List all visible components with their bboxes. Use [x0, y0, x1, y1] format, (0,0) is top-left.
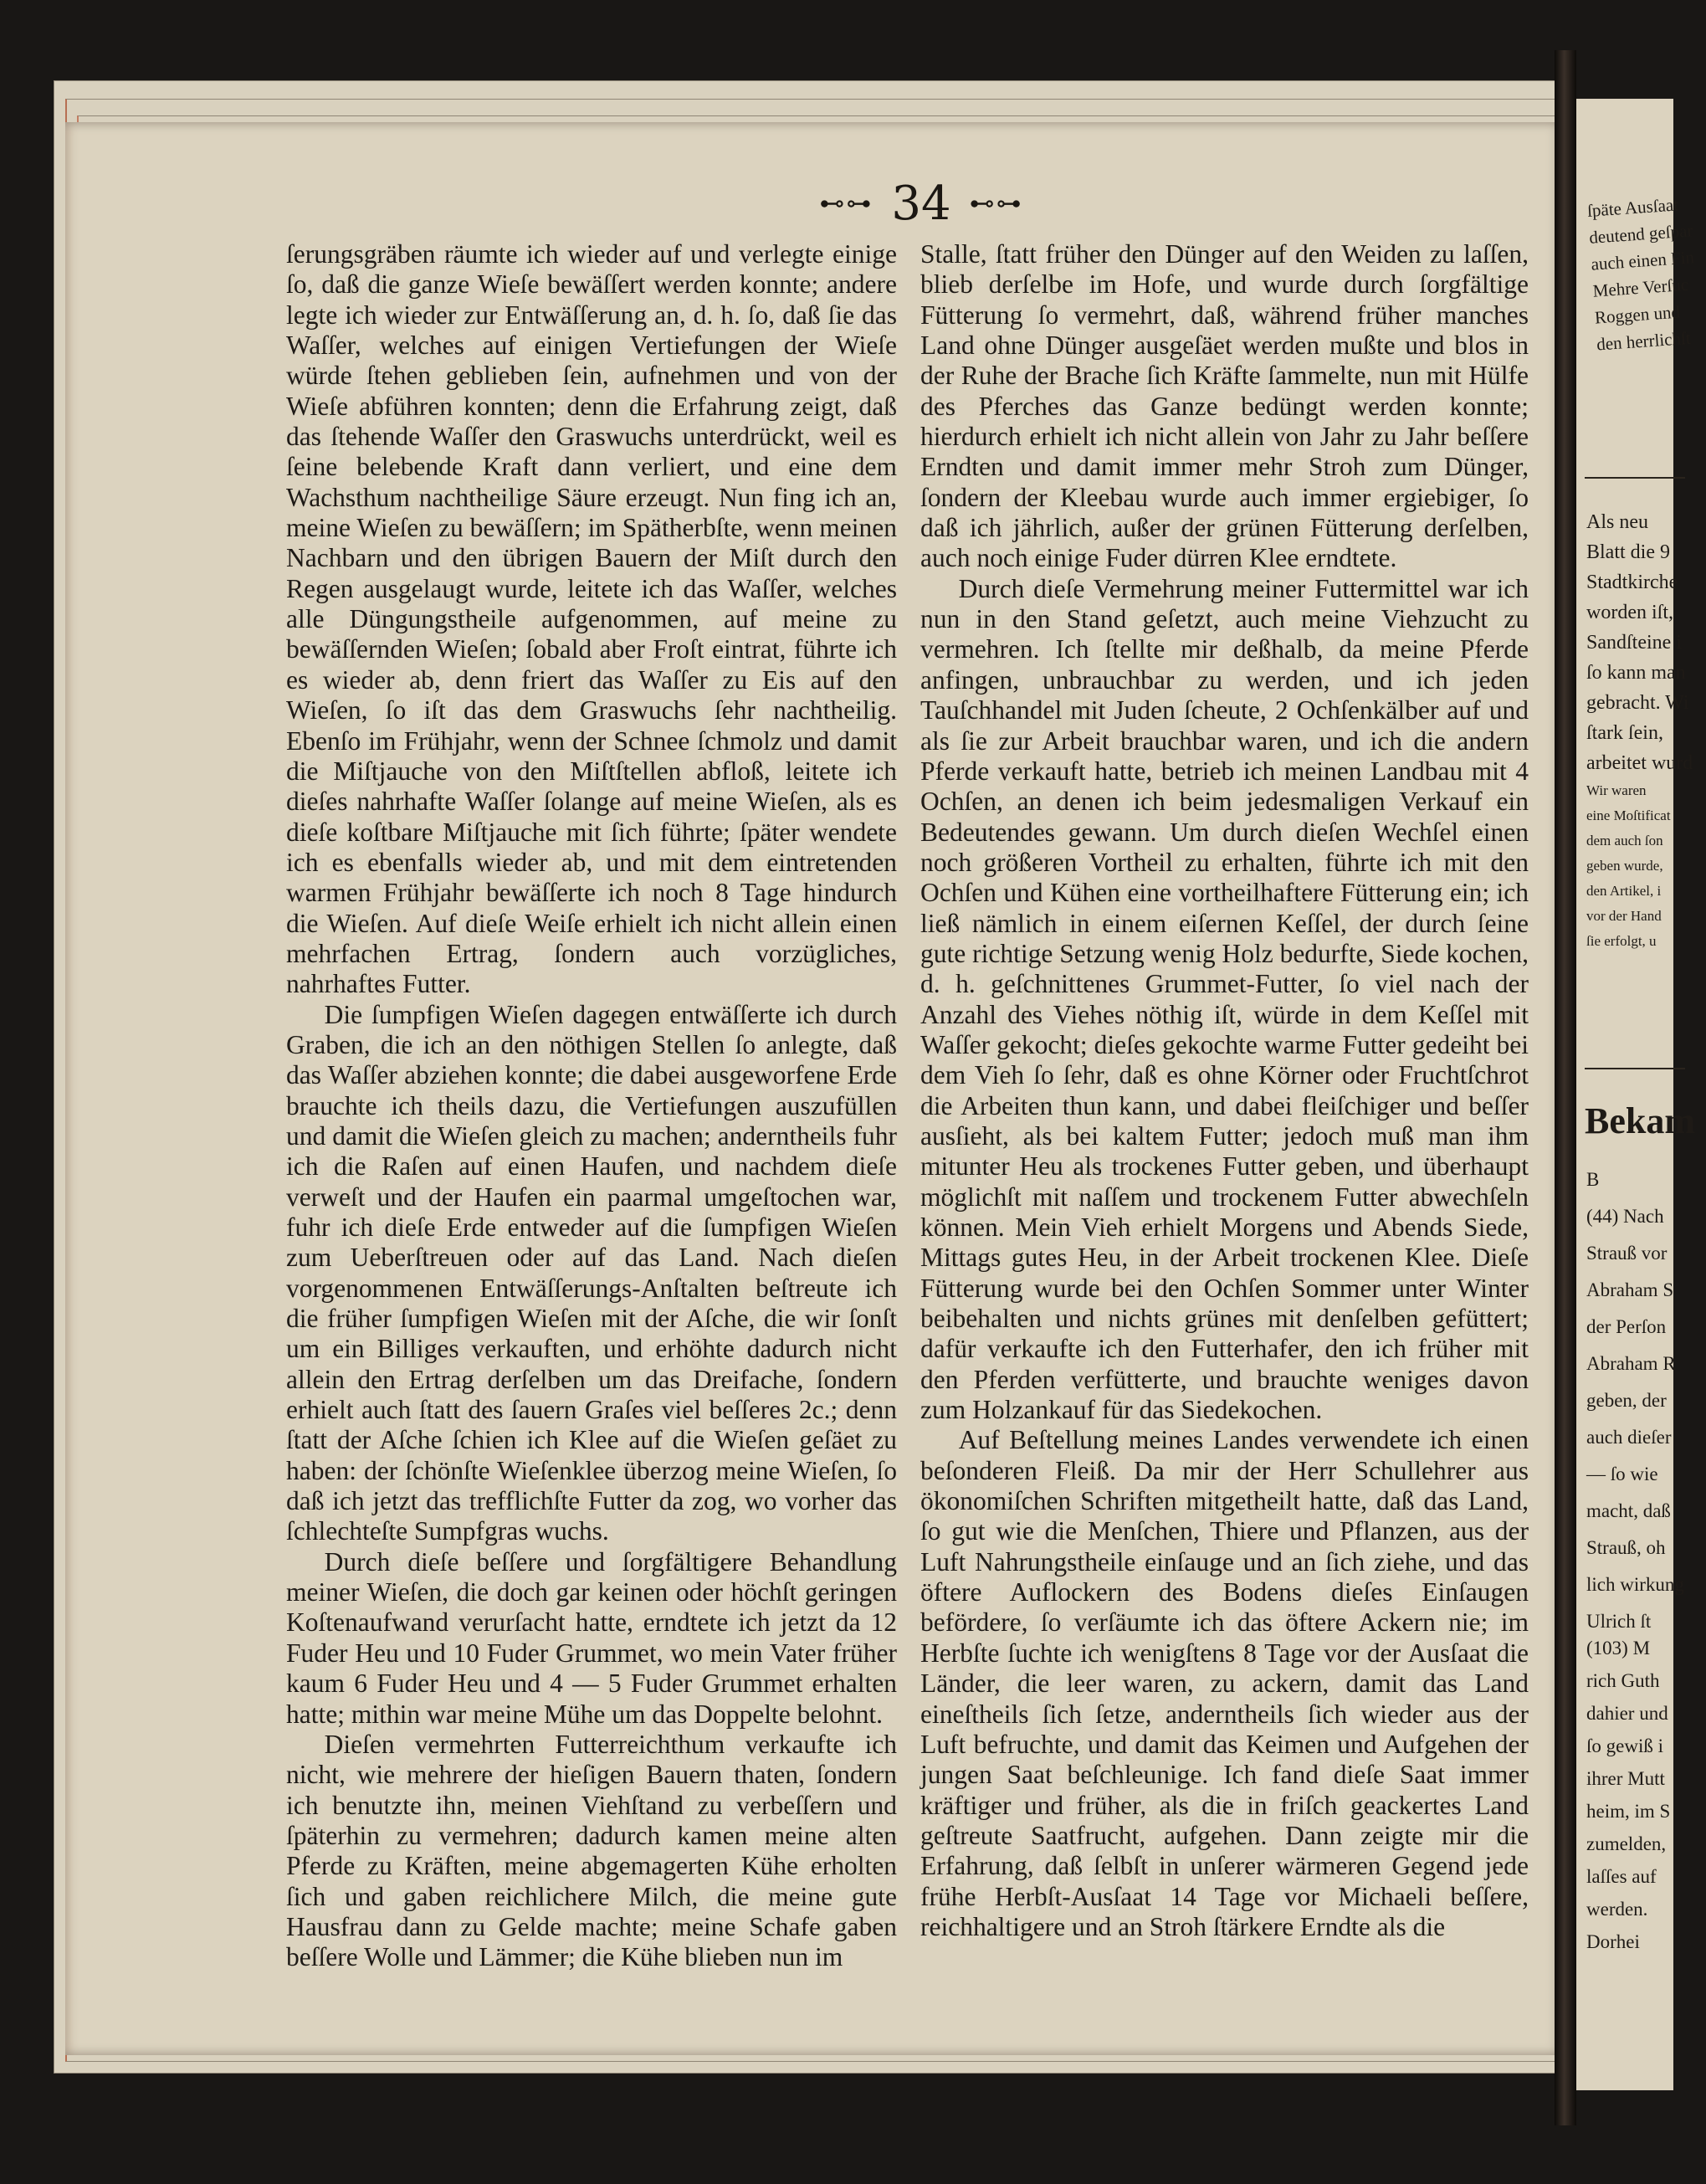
ornament-left: ⊷⊶	[819, 188, 873, 218]
fragment-line: B	[1586, 1169, 1600, 1190]
fragment-line: lich wirkung	[1586, 1574, 1684, 1595]
divider	[1585, 477, 1685, 479]
fragment-line: Wir waren	[1586, 782, 1647, 798]
fragment-line: Abraham S	[1586, 1279, 1674, 1300]
fragment-line: Blatt die 9	[1586, 541, 1670, 563]
fragment-line: vor der Hand	[1586, 908, 1662, 924]
fragment-line: ſo gewiß i	[1586, 1735, 1663, 1756]
section-heading: Bekam	[1585, 1100, 1695, 1141]
left-column	[286, 239, 897, 1973]
fragment-line: Dorhei	[1586, 1931, 1640, 1952]
fragment-line: Strauß, oh	[1586, 1537, 1666, 1558]
paragraph: Auf Beſtellung meines Landes verwendete ich einen beſonderen Fleiß. Da mir der Herr Schullehrer aus ökonomiſchen Schriften mitgetheilt hatte, daß das Land, ſo gut wie die Menſchen, Thiere und Pflanzen, aus der Luft Nahrungstheile einſauge und an ſich ziehe, und das öftere Auflockern des Bodens dieſes Einſaugen befördere, ſo verſäumte ich das öftere Ackern nie; im Herbſte ſuchte ich wenigſtens 8 Tage vor der Ausſaat die Länder, die leer waren, zu ackern, damit das Land eineſtheils ſich ſetze, anderntheils ſich wieder aus der Luft befruchte, und damit das Keimen und Aufgehen der jungen Saat beſchleunige. Ich fand dieſe Saat immer kräftiger und früher, als die in friſch geackertes Land geſtreute Saatfrucht, aufgehen. Dann zeigte mir die Erfahrung, daß ſelbſt in unſerer wärmeren Gegend jede frühe Herbſt-Ausſaat 14 Tage vor Michaeli beſſere, reichhaltigere und an Stroh ſtärkere Erndte als die	[920, 1425, 1529, 1941]
fragment-line: werden.	[1586, 1899, 1648, 1920]
fragment-line: deutend geſpar	[1588, 220, 1694, 248]
fragment-line: den herrlichſt	[1596, 327, 1692, 355]
next-page-fragment	[1586, 190, 1706, 358]
next-page-fragment	[1586, 1161, 1695, 1640]
paragraph: ſerungsgräben räumte ich wieder auf und verlegte einige ſo, daß die ganze Wieſe bewäſſert werden konnte; andere legte ich wieder zur Entwäſſerung an, d. h. ſo, daß ſie das Waſſer, welches auf einigen Vertiefungen der Wieſe würde ſtehen geblieben ſein, aufnehmen und von der Wieſe abführen konnten; denn die Erfahrung zeigt, daß das ſtehende Waſſer den Graswuchs unterdrückt, weil es ſeine belebende Kraft dann verliert, und eine dem Wachsthum nachtheilige Säure erzeugt. Nun fing ich an, meine Wieſen zu bewäſſern; im Spätherbſte, wenn meinen Nachbarn und den übrigen Bauern der Miſt durch den Regen ausgelaugt wurde, leitete ich das Waſſer, welches alle Düngungstheile aufgenommen, auf meine zu bewäſſernden Wieſen; ſobald aber Froſt eintrat, führte ich es wieder ab, denn friert das Waſſer zu Eis auf den Wieſen, ſo iſt das dem Graswuchs ſehr nachtheilig. Ebenſo im Frühjahr, wenn der Schnee ſchmolz und damit die Miſtjauche von den Miſtſtellen abfloß, leitete ich dieſes nahrhafte Waſſer ſolange auf meine Wieſen, als es dieſe koſtbare Miſtjauche mit ſich führte; ſpäter wendete ich es ebenfalls wieder ab, und mit dem eintretenden warmen Frühjahr bewäſſerte ich noch 8 Tage hindurch die Wieſen. Auf dieſe Weiſe erhielt ich nicht allein einen mehrfachen Ertrag, ſondern auch vorzügliches, nahrhaftes Futter.	[286, 239, 897, 999]
right-column	[920, 239, 1529, 1942]
fragment-line: Ulrich ſt	[1586, 1611, 1652, 1632]
fragment-line: arbeitet wurd	[1586, 752, 1693, 774]
page-header	[800, 176, 1043, 231]
ornament-right: ⊷⊶	[969, 188, 1023, 218]
fragment-line: laſſes auf	[1586, 1866, 1657, 1887]
fragment-line: ſo kann man	[1586, 662, 1686, 684]
fragment-line: gebracht. Wi	[1586, 692, 1689, 714]
fragment-line: der Perſon	[1586, 1316, 1667, 1337]
fragment-line: dahier und	[1586, 1703, 1668, 1724]
fragment-line: den Artikel, i	[1586, 883, 1662, 899]
paragraph: Durch dieſe Vermehrung meiner Futtermittel war ich nun in den Stand geſetzt, auch meine Viehzucht zu vermehren. Ich ſtellte mir deßhalb, da meine Pferde anfingen, unbrauchbar zu werden, und ich jeden Tauſchhandel mit Juden ſcheute, 2 Ochſenkälber auf und als ſie zur Arbeit brauchbar waren, und ich die andern Pferde verkauft hatte, betrieb ich meinen Landbau mit 4 Ochſen, an denen ich beim jedesmaligen Verkauf ein Bedeutendes gewann. Um durch dieſen Wechſel einen noch größeren Vortheil zu erhalten, führte ich mit den Ochſen und Kühen eine vortheilhaftere Fütterung ein; ich ließ nämlich in einem eiſernen Keſſel, der durch ſeine gute richtige Setzung wenig Holz bedurfte, Siede kochen, d. h. geſchnittenes Grummet-Futter, ſo viel nach der Anzahl des Viehes nöthig iſt, würde in dem Keſſel mit Waſſer gekocht; dieſes gekochte warme Futter gedeiht bei dem Vieh ſo ſehr, daß es ohne Körner oder Fruchtſchrot die Arbeiten thun kann, und dabei fleiſchiger und beſſer ausſieht, als bei kaltem Futter; jedoch muß man ihm mitunter Heu als trockenes Futter geben, und überhaupt möglichſt mit naſſem und trockenem Futter abwechſeln können. Mein Vieh erhielt Morgens und Abends Siede, Mittags gutes Heu, in der Arbeit trockenen Klee. Dieſe Fütterung wurde bei den Ochſen Sommer unter Winter beibehalten und nichts grünes mit denſelben gefüttert; dafür verkaufte ich den Futterhafer, den ich früher mit den Pferden verfütterte, und brauchte weniges davon zum Holzankauf für das Siedekochen.	[920, 573, 1529, 1425]
fragment-line: auch dieſer	[1586, 1427, 1672, 1448]
page-number: 34	[891, 176, 951, 231]
fragment-line: Sandſteine i	[1586, 632, 1682, 654]
fragment-line: macht, daß	[1586, 1500, 1671, 1521]
fragment-line: auch einen Fin	[1590, 247, 1695, 274]
fragment-line: ſie erfolgt, u	[1586, 933, 1657, 949]
fragment-line: worden iſt,	[1586, 602, 1673, 623]
fragment-line: geben wurde,	[1586, 858, 1663, 874]
fragment-line: geben, der	[1586, 1390, 1667, 1411]
fragment-line: ſtark ſein,	[1586, 722, 1663, 744]
next-page-fragment	[1586, 778, 1695, 954]
fragment-line: Strauß vor	[1586, 1243, 1668, 1264]
fragment-line: zumelden,	[1586, 1833, 1667, 1854]
fragment-line: Mehre Verſuc	[1591, 274, 1689, 301]
fragment-line: rich Guth	[1586, 1670, 1660, 1691]
paragraph: Durch dieſe beſſere und ſorgfältigere Behandlung meiner Wieſen, die doch gar keinen oder höchſt geringen Koſtenaufwand verurſacht hatte, erndtete ich jetzt da 12 Fuder Heu und 10 Fuder Grummet, wo mein Vater früher kaum 6 Fuder Heu und 4 — 5 Fuder Grummet erhalten hatte; mithin war meine Mühe um das Doppelte belohnt.	[286, 1546, 897, 1729]
fragment-line: Als neu	[1586, 511, 1648, 533]
fragment-line: Roggen und	[1594, 301, 1681, 328]
book-gutter	[1555, 50, 1576, 2125]
paragraph: Die ſumpfigen Wieſen dagegen entwäſſerte ich durch Graben, die ich an den nöthigen Stellen ſo anlegte, daß das Waſſer abziehen konnte; die dabei ausgeworfene Erde brauchte ich theils dazu, die Vertiefungen auszufüllen und damit die Wieſen gleich zu machen; anderntheils fuhr ich die Raſen auf einen Haufen, und nachdem dieſe verweſt und der Haufen ein paarmal umgeſtochen war, fuhr ich dieſe Erde entweder auf die ſumpfigen Wieſen zum Ueberſtreuen oder auf das Land. Nach dieſen vorgenommenen Entwäſſerungs-Anſtalten beſtreute ich die früher ſumpfigen Wieſen mit der Aſche, die wir ſonſt um ein Billiges verkauften, und erhöhte dadurch nicht allein den Ertrag derſelben um das Dreifache, ſondern erhielt auch ſtatt des ſauern Graſes viel beſſeres 2c.; denn ſtatt der Aſche ſchien ich Klee auf die Wieſen geſäet zu haben: der ſchönſte Wieſenklee überzog meine Wieſen, ſo daß ich jetzt das trefflichſte Futter da zog, wo vorher das ſchlechteſte Sumpfgras wuchs.	[286, 999, 897, 1546]
fragment-line: (103) M	[1586, 1638, 1651, 1659]
fragment-line: (44) Nach	[1586, 1206, 1664, 1227]
divider	[1585, 1068, 1685, 1069]
fragment-line: Stadtkirche	[1586, 572, 1678, 593]
paragraph: Stalle, ſtatt früher den Dünger auf den Weiden zu laſſen, blieb derſelbe im Hofe, und wurde durch ſorgfältige Fütterung ſo vermehrt, daß, während früher manches Land ohne Dünger ausgeſäet werden mußte und blos in der Ruhe der Brache ſich Kräfte ſammelte, nun mit Hülfe des Pferches das Ganze bedüngt werden konnte; hierdurch erhielt ich nicht allein von Jahr zu Jahr beſſere Erndten und damit immer mehr Stroh zum Dünger, ſondern der Kleebau wurde auch immer ergiebiger, ſo daß ich jährlich, außer der grünen Fütterung derſelben, auch noch einige Fuder dürren Klee erndtete.	[920, 239, 1529, 573]
fragment-line: — ſo wie	[1586, 1464, 1658, 1484]
fragment-line: ihrer Mutt	[1586, 1768, 1665, 1789]
paragraph: Dieſen vermehrten Futterreichthum verkaufte ich nicht, wie mehrere der hieſigen Bauern thaten, ſondern ich benutzte ihn, meinen Viehſtand zu verbeſſern und ſpäterhin zu vermehren; dadurch kamen meine alten Pferde zu Kräften, meine abgemagerten Kühe erholten ſich und gaben reichlichere Milch, die meine gute Hausfrau dann zu Gelde machte; meine Schafe gaben beſſere Wolle und Lämmer; die Kühe blieben nun im	[286, 1729, 897, 1972]
fragment-line: Abraham R	[1586, 1353, 1676, 1374]
fragment-line: eine Moſtificat	[1586, 807, 1671, 823]
fragment-line: ſpäte Ausſaat	[1586, 194, 1679, 221]
next-page-edge	[1576, 99, 1695, 2090]
next-page-fragment	[1586, 1632, 1695, 1958]
fragment-line: dem auch ſon	[1586, 833, 1663, 848]
next-page-fragment	[1586, 507, 1695, 778]
fragment-line: heim, im S	[1586, 1801, 1671, 1822]
